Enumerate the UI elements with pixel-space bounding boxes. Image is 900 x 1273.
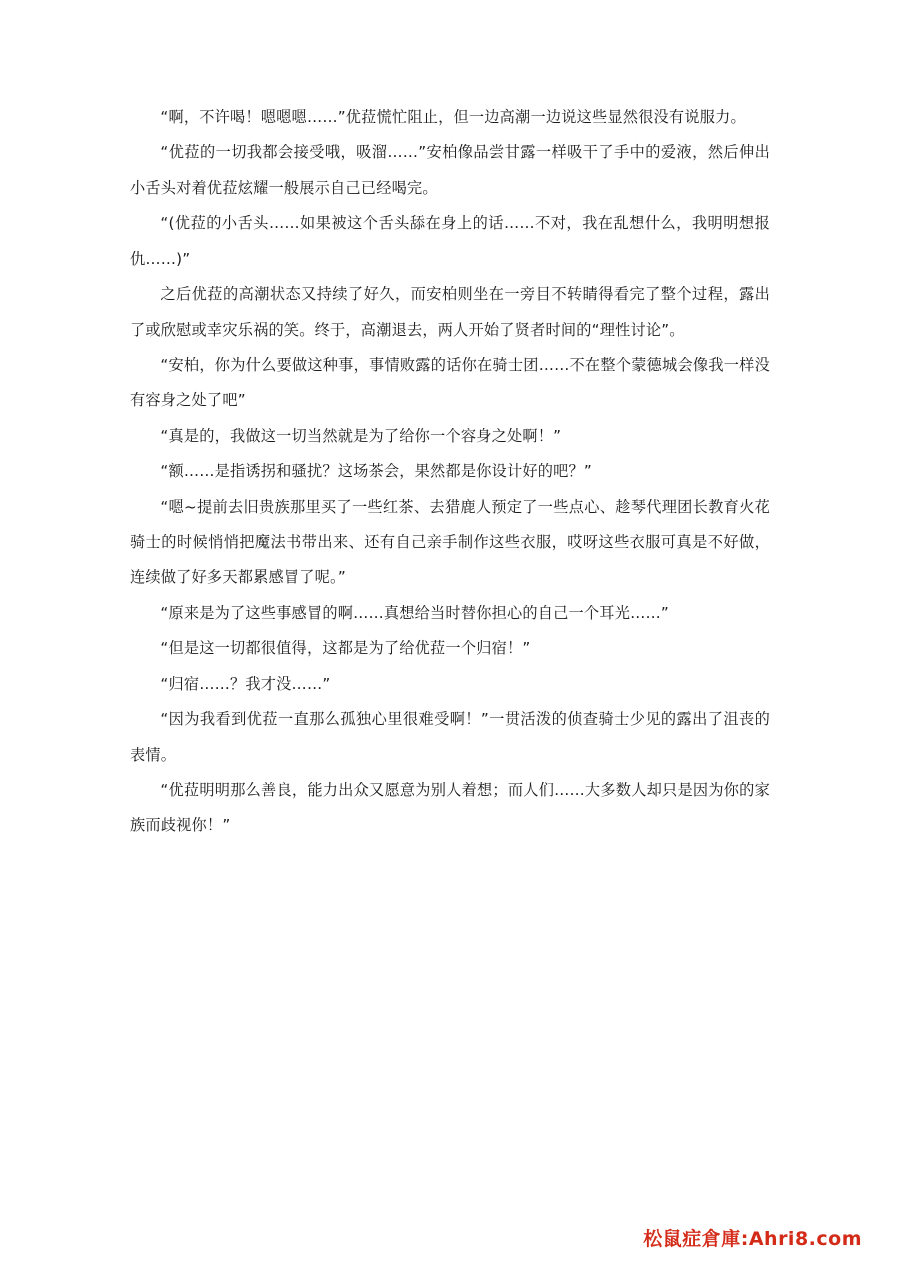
paragraph: “原来是为了这些事感冒的啊……真想给当时替你担心的自己一个耳光……” [160,603,669,622]
document-body [130,100,770,844]
paragraph: “因为我看到优菈一直那么孤独心里很难受啊！”一贯活泼的侦查骑士少见的露出了沮丧的表情。 [130,710,770,764]
paragraph: “额……是指诱拐和骚扰？这场茶会，果然都是你设计好的吧？” [160,462,592,481]
paragraph: “优菈的一切我都会接受哦，吸溜……”安柏像品尝甘露一样吸干了手中的爱液，然后伸出小舌头对着优菈炫耀一般展示自己已经喝完。 [130,143,770,197]
paragraph: “啊，不许喝！嗯嗯嗯……”优菈慌忙阻止，但一边高潮一边说这些显然很没有说服力。 [160,108,746,126]
paragraph: “但是这一切都很值得，这都是为了给优菈一个归宿！” [160,639,531,658]
paragraph: “(优菈的小舌头……如果被这个舌头舔在身上的话……不对，我在乱想什么，我明明想报仇……)” [130,214,770,268]
paragraph: “归宿……？我才没……” [160,674,331,693]
paragraph: 之后优菈的高潮状态又持续了好久，而安柏则坐在一旁目不转睛得看完了整个过程，露出了或欣慰或幸灾乐祸的笑。终于，高潮退去，两人开始了贤者时间的“理性讨论”。 [130,285,770,339]
paragraph: “安柏，你为什么要做这种事，事情败露的话你在骑士团……不在整个蒙德城会像我一样没有容身之处了吧” [130,355,770,410]
watermark: 松鼠症倉庫:Ahri8.com [643,1228,862,1250]
paragraph: “真是的，我做这一切当然就是为了给你一个容身之处啊！” [160,426,562,445]
paragraph: “嗯~提前去旧贵族那里买了一些红茶、去猎鹿人预定了一些点心、趁琴代理团长教育火花骑士的时候悄悄把魔法书带出来、还有自己亲手制作这些衣服，哎呀这些衣服可真是不好做，连续做了好多天都累感冒了呢。” [130,497,770,587]
paragraph: “优菈明明那么善良，能力出众又愿意为别人着想；而人们……大多数人却只是因为你的家族而歧视你！” [130,781,770,835]
